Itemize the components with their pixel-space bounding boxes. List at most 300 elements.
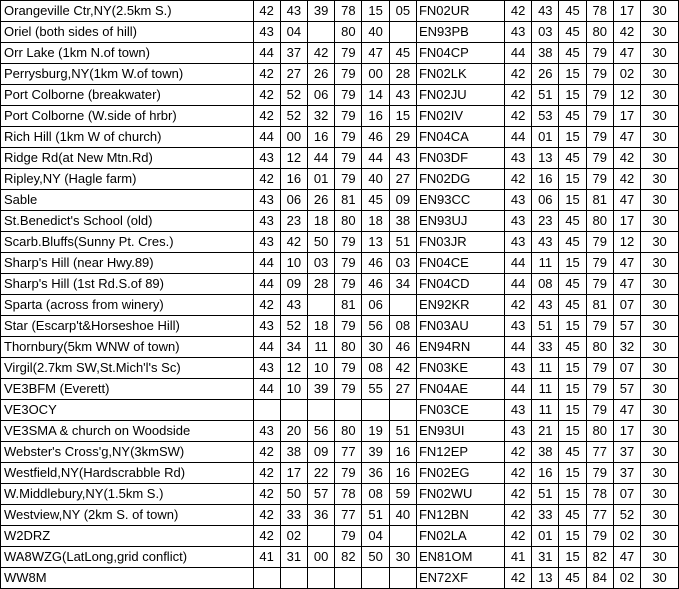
location-name-cell: W.Middlebury,NY(1.5km S.) (1, 484, 254, 505)
lat-sec-cell: 03 (308, 253, 335, 274)
lat-deg-cell: 42 (253, 106, 280, 127)
lat-min-cell: 10 (280, 379, 307, 400)
grid-lon-min-cell: 12 (613, 85, 640, 106)
lat-sec-cell: 10 (308, 358, 335, 379)
lat-min-cell: 02 (280, 526, 307, 547)
grid-lat-min-cell: 11 (532, 253, 559, 274)
lon-deg-cell: 78 (335, 484, 362, 505)
grid-lon-deg-cell: 79 (586, 106, 613, 127)
grid-lon-min-cell: 47 (613, 190, 640, 211)
location-name-cell: Orr Lake (1km N.of town) (1, 43, 254, 64)
grid-lat-sec-cell: 15 (559, 484, 586, 505)
lon-deg-cell: 82 (335, 547, 362, 568)
lon-sec-cell: 42 (389, 358, 416, 379)
grid-lat-deg-cell: 42 (504, 463, 531, 484)
grid-lon-sec-cell: 30 (641, 64, 679, 85)
lat-sec-cell: 28 (308, 274, 335, 295)
lon-deg-cell: 79 (335, 43, 362, 64)
lat-sec-cell: 36 (308, 505, 335, 526)
lon-min-cell: 44 (362, 148, 389, 169)
grid-lat-deg-cell: 42 (504, 169, 531, 190)
grid-lat-sec-cell: 45 (559, 442, 586, 463)
lon-min-cell: 30 (362, 337, 389, 358)
lat-min-cell: 52 (280, 106, 307, 127)
grid-lon-deg-cell: 77 (586, 505, 613, 526)
location-name-cell: Webster's Cross'g,NY(3kmSW) (1, 442, 254, 463)
table-row (1, 22, 679, 43)
lon-min-cell: 19 (362, 421, 389, 442)
lat-sec-cell: 26 (308, 190, 335, 211)
grid-lon-min-cell: 02 (613, 64, 640, 85)
location-name-cell: VE3OCY (1, 400, 254, 421)
table-row (1, 1, 679, 22)
grid-square-cell: FN04CE (416, 253, 504, 274)
grid-lon-deg-cell: 79 (586, 232, 613, 253)
grid-lat-deg-cell: 44 (504, 274, 531, 295)
grid-lat-min-cell: 21 (532, 421, 559, 442)
grid-lon-min-cell: 47 (613, 253, 640, 274)
table-row (1, 379, 679, 400)
lon-deg-cell: 79 (335, 106, 362, 127)
grid-lon-min-cell: 47 (613, 547, 640, 568)
grid-lat-sec-cell: 45 (559, 211, 586, 232)
grid-lat-min-cell: 01 (532, 526, 559, 547)
grid-lat-deg-cell: 42 (504, 505, 531, 526)
lat-sec-cell: 39 (308, 379, 335, 400)
lat-deg-cell: 42 (253, 484, 280, 505)
location-name-cell: Virgil(2.7km SW,St.Mich'l's Sc) (1, 358, 254, 379)
lat-min-cell: 27 (280, 64, 307, 85)
location-name-cell: Port Colborne (breakwater) (1, 85, 254, 106)
location-name-cell: Orangeville Ctr,NY(2.5km S.) (1, 1, 254, 22)
lat-min-cell: 43 (280, 295, 307, 316)
lat-min-cell: 04 (280, 22, 307, 43)
grid-lat-sec-cell: 45 (559, 505, 586, 526)
grid-lon-sec-cell: 30 (641, 547, 679, 568)
grid-lat-sec-cell: 45 (559, 337, 586, 358)
lon-min-cell: 08 (362, 484, 389, 505)
lat-min-cell: 33 (280, 505, 307, 526)
lat-min-cell: 23 (280, 211, 307, 232)
grid-lat-deg-cell: 41 (504, 547, 531, 568)
lon-min-cell: 46 (362, 274, 389, 295)
lat-deg-cell: 44 (253, 253, 280, 274)
lat-min-cell: 12 (280, 358, 307, 379)
lon-deg-cell: 79 (335, 274, 362, 295)
grid-lat-min-cell: 31 (532, 547, 559, 568)
grid-lat-min-cell: 38 (532, 43, 559, 64)
grid-lon-sec-cell: 30 (641, 316, 679, 337)
lon-deg-cell: 81 (335, 190, 362, 211)
lon-min-cell: 00 (362, 64, 389, 85)
grid-square-cell: EN93PB (416, 22, 504, 43)
lon-sec-cell (389, 22, 416, 43)
grid-square-cell: FN02LK (416, 64, 504, 85)
location-name-cell: Rich Hill (1km W of church) (1, 127, 254, 148)
lon-deg-cell: 79 (335, 169, 362, 190)
lat-sec-cell (308, 295, 335, 316)
grid-lat-min-cell: 06 (532, 190, 559, 211)
lon-min-cell: 45 (362, 190, 389, 211)
grid-lon-min-cell: 32 (613, 337, 640, 358)
grid-lat-deg-cell: 43 (504, 421, 531, 442)
grid-lat-deg-cell: 42 (504, 295, 531, 316)
lat-min-cell: 42 (280, 232, 307, 253)
grid-square-cell: FN03JR (416, 232, 504, 253)
grid-lat-deg-cell: 43 (504, 316, 531, 337)
lon-min-cell: 06 (362, 295, 389, 316)
grid-lon-sec-cell: 30 (641, 274, 679, 295)
location-name-cell: VE3SMA & church on Woodside (1, 421, 254, 442)
lon-min-cell: 16 (362, 106, 389, 127)
lon-min-cell: 46 (362, 127, 389, 148)
grid-lat-deg-cell: 43 (504, 190, 531, 211)
grid-square-cell: EN81OM (416, 547, 504, 568)
table-body (1, 1, 679, 589)
lat-sec-cell: 09 (308, 442, 335, 463)
grid-lat-min-cell: 23 (532, 211, 559, 232)
grid-lon-min-cell: 47 (613, 274, 640, 295)
grid-square-cell: FN04CD (416, 274, 504, 295)
grid-lon-min-cell: 42 (613, 22, 640, 43)
grid-lat-sec-cell: 15 (559, 253, 586, 274)
grid-lon-deg-cell: 79 (586, 85, 613, 106)
lon-min-cell: 15 (362, 1, 389, 22)
grid-lon-deg-cell: 80 (586, 337, 613, 358)
grid-square-cell: FN04AE (416, 379, 504, 400)
table-row (1, 148, 679, 169)
lat-sec-cell (308, 400, 335, 421)
lon-sec-cell (389, 526, 416, 547)
location-name-cell: Sparta (across from winery) (1, 295, 254, 316)
grid-lon-sec-cell: 30 (641, 211, 679, 232)
lon-deg-cell: 80 (335, 421, 362, 442)
grid-lon-deg-cell: 78 (586, 1, 613, 22)
grid-lon-sec-cell: 30 (641, 1, 679, 22)
lat-min-cell: 10 (280, 253, 307, 274)
grid-lat-sec-cell: 15 (559, 127, 586, 148)
grid-lat-min-cell: 08 (532, 274, 559, 295)
table-row (1, 127, 679, 148)
lon-deg-cell: 79 (335, 358, 362, 379)
grid-lon-min-cell: 17 (613, 1, 640, 22)
grid-lon-sec-cell: 30 (641, 421, 679, 442)
table-row (1, 169, 679, 190)
grid-square-cell: EN93CC (416, 190, 504, 211)
grid-square-cell: FN03DF (416, 148, 504, 169)
grid-lat-deg-cell: 44 (504, 43, 531, 64)
grid-lon-min-cell: 07 (613, 295, 640, 316)
table-row (1, 253, 679, 274)
grid-lon-min-cell: 07 (613, 484, 640, 505)
lon-min-cell (362, 400, 389, 421)
lat-min-cell: 06 (280, 190, 307, 211)
grid-lat-deg-cell: 44 (504, 253, 531, 274)
lon-deg-cell: 79 (335, 64, 362, 85)
grid-lon-sec-cell: 30 (641, 400, 679, 421)
table-row (1, 64, 679, 85)
lat-sec-cell: 00 (308, 547, 335, 568)
grid-lon-sec-cell: 30 (641, 148, 679, 169)
lat-sec-cell: 18 (308, 211, 335, 232)
location-name-cell: VE3BFM (Everett) (1, 379, 254, 400)
lat-sec-cell (308, 526, 335, 547)
lat-deg-cell: 42 (253, 169, 280, 190)
grid-lon-sec-cell: 30 (641, 358, 679, 379)
lon-sec-cell: 29 (389, 127, 416, 148)
lat-deg-cell: 42 (253, 526, 280, 547)
location-name-cell: WW8M (1, 568, 254, 589)
lat-min-cell: 31 (280, 547, 307, 568)
table-row (1, 421, 679, 442)
lon-sec-cell: 15 (389, 106, 416, 127)
grid-lon-deg-cell: 79 (586, 526, 613, 547)
lat-sec-cell: 44 (308, 148, 335, 169)
table-row (1, 211, 679, 232)
lat-min-cell: 00 (280, 127, 307, 148)
table-row (1, 106, 679, 127)
lon-sec-cell: 05 (389, 1, 416, 22)
lon-min-cell: 55 (362, 379, 389, 400)
lon-deg-cell: 79 (335, 526, 362, 547)
grid-lat-deg-cell: 42 (504, 526, 531, 547)
grid-square-cell: FN12BN (416, 505, 504, 526)
lon-sec-cell: 40 (389, 505, 416, 526)
lat-min-cell: 16 (280, 169, 307, 190)
grid-lat-sec-cell: 45 (559, 106, 586, 127)
lon-deg-cell: 79 (335, 232, 362, 253)
lat-min-cell: 52 (280, 316, 307, 337)
lat-deg-cell: 43 (253, 211, 280, 232)
grid-lon-min-cell: 47 (613, 400, 640, 421)
lat-deg-cell: 42 (253, 295, 280, 316)
grid-lon-sec-cell: 30 (641, 22, 679, 43)
location-name-cell: Oriel (both sides of hill) (1, 22, 254, 43)
lat-deg-cell: 44 (253, 379, 280, 400)
lat-min-cell: 38 (280, 442, 307, 463)
grid-lon-deg-cell: 84 (586, 568, 613, 589)
grid-lat-deg-cell: 43 (504, 148, 531, 169)
table-row (1, 295, 679, 316)
grid-lon-deg-cell: 78 (586, 484, 613, 505)
grid-lon-sec-cell: 30 (641, 190, 679, 211)
lon-deg-cell: 79 (335, 85, 362, 106)
grid-lat-min-cell: 16 (532, 169, 559, 190)
grid-lon-min-cell: 12 (613, 232, 640, 253)
grid-lat-sec-cell: 15 (559, 526, 586, 547)
grid-square-cell: FN03CE (416, 400, 504, 421)
lon-sec-cell: 16 (389, 442, 416, 463)
lat-deg-cell (253, 400, 280, 421)
lon-sec-cell: 46 (389, 337, 416, 358)
lat-deg-cell: 44 (253, 43, 280, 64)
lon-deg-cell: 79 (335, 379, 362, 400)
lat-deg-cell: 42 (253, 505, 280, 526)
lon-sec-cell: 03 (389, 253, 416, 274)
table-row (1, 400, 679, 421)
grid-lat-deg-cell: 43 (504, 358, 531, 379)
lon-deg-cell (335, 568, 362, 589)
grid-lon-deg-cell: 80 (586, 22, 613, 43)
table-row (1, 232, 679, 253)
location-name-cell: Sharp's Hill (1st Rd.S.of 89) (1, 274, 254, 295)
grid-lat-sec-cell: 45 (559, 22, 586, 43)
lon-min-cell: 40 (362, 169, 389, 190)
grid-lat-min-cell: 01 (532, 127, 559, 148)
grid-lon-sec-cell: 30 (641, 379, 679, 400)
grid-lat-min-cell: 43 (532, 1, 559, 22)
lon-min-cell: 50 (362, 547, 389, 568)
lon-sec-cell: 09 (389, 190, 416, 211)
grid-lon-deg-cell: 79 (586, 169, 613, 190)
grid-lat-min-cell: 13 (532, 148, 559, 169)
grid-lon-sec-cell: 30 (641, 505, 679, 526)
grid-lat-deg-cell: 42 (504, 568, 531, 589)
lat-sec-cell: 39 (308, 1, 335, 22)
grid-lat-sec-cell: 15 (559, 547, 586, 568)
location-name-cell: Westview,NY (2km S. of town) (1, 505, 254, 526)
grid-lon-deg-cell: 79 (586, 64, 613, 85)
grid-square-cell: EN93UI (416, 421, 504, 442)
grid-lat-deg-cell: 44 (504, 379, 531, 400)
grid-lon-deg-cell: 79 (586, 127, 613, 148)
table-row (1, 190, 679, 211)
table-row (1, 484, 679, 505)
lat-min-cell: 43 (280, 1, 307, 22)
lat-sec-cell: 42 (308, 43, 335, 64)
grid-square-cell: EN92KR (416, 295, 504, 316)
grid-lat-min-cell: 03 (532, 22, 559, 43)
grid-square-cell: FN03KE (416, 358, 504, 379)
grid-lat-sec-cell: 15 (559, 169, 586, 190)
grid-square-cell: FN04CP (416, 43, 504, 64)
lon-sec-cell: 27 (389, 169, 416, 190)
lat-sec-cell (308, 22, 335, 43)
grid-lon-min-cell: 57 (613, 379, 640, 400)
grid-lon-sec-cell: 30 (641, 484, 679, 505)
grid-lon-min-cell: 52 (613, 505, 640, 526)
lat-sec-cell: 16 (308, 127, 335, 148)
grid-lat-sec-cell: 15 (559, 190, 586, 211)
grid-lon-deg-cell: 79 (586, 463, 613, 484)
grid-square-cell: FN02EG (416, 463, 504, 484)
table-row (1, 274, 679, 295)
grid-lat-min-cell: 38 (532, 442, 559, 463)
lat-deg-cell: 43 (253, 421, 280, 442)
grid-lat-deg-cell: 43 (504, 22, 531, 43)
grid-lat-deg-cell: 43 (504, 400, 531, 421)
lat-deg-cell: 42 (253, 85, 280, 106)
grid-lon-deg-cell: 79 (586, 400, 613, 421)
grid-lon-sec-cell: 30 (641, 43, 679, 64)
location-name-cell: WA8WZG(LatLong,grid conflict) (1, 547, 254, 568)
grid-lon-min-cell: 02 (613, 526, 640, 547)
grid-lat-deg-cell: 42 (504, 1, 531, 22)
table-row (1, 43, 679, 64)
grid-lat-sec-cell: 45 (559, 568, 586, 589)
grid-lat-deg-cell: 42 (504, 106, 531, 127)
grid-lon-min-cell: 17 (613, 211, 640, 232)
grid-lon-deg-cell: 82 (586, 547, 613, 568)
lat-sec-cell: 57 (308, 484, 335, 505)
grid-lat-deg-cell: 42 (504, 64, 531, 85)
grid-lon-min-cell: 17 (613, 421, 640, 442)
grid-lat-sec-cell: 15 (559, 85, 586, 106)
lon-deg-cell: 77 (335, 442, 362, 463)
lon-min-cell: 46 (362, 253, 389, 274)
grid-lon-min-cell: 47 (613, 43, 640, 64)
lon-deg-cell: 80 (335, 337, 362, 358)
grid-lon-deg-cell: 80 (586, 211, 613, 232)
lat-sec-cell: 06 (308, 85, 335, 106)
lat-deg-cell (253, 568, 280, 589)
grid-square-cell: FN03AU (416, 316, 504, 337)
grid-square-cell: FN02UR (416, 1, 504, 22)
grid-lon-deg-cell: 79 (586, 274, 613, 295)
lon-sec-cell: 45 (389, 43, 416, 64)
grid-lon-deg-cell: 79 (586, 43, 613, 64)
grid-lon-sec-cell: 30 (641, 253, 679, 274)
lat-min-cell: 50 (280, 484, 307, 505)
grid-lon-sec-cell: 30 (641, 526, 679, 547)
grid-lat-sec-cell: 15 (559, 64, 586, 85)
grid-lat-sec-cell: 15 (559, 421, 586, 442)
grid-lat-deg-cell: 42 (504, 442, 531, 463)
lon-min-cell: 13 (362, 232, 389, 253)
lon-sec-cell: 08 (389, 316, 416, 337)
grid-square-cell: EN94RN (416, 337, 504, 358)
grid-lat-min-cell: 51 (532, 85, 559, 106)
lon-deg-cell: 77 (335, 505, 362, 526)
lat-min-cell: 20 (280, 421, 307, 442)
grid-square-cell: FN04CA (416, 127, 504, 148)
table-row (1, 316, 679, 337)
lat-deg-cell: 43 (253, 22, 280, 43)
grid-lat-sec-cell: 15 (559, 379, 586, 400)
lon-deg-cell: 80 (335, 211, 362, 232)
lon-deg-cell: 79 (335, 127, 362, 148)
grid-lon-min-cell: 02 (613, 568, 640, 589)
grid-lat-deg-cell: 44 (504, 337, 531, 358)
location-name-cell: Scarb.Bluffs(Sunny Pt. Cres.) (1, 232, 254, 253)
grid-lat-deg-cell: 43 (504, 232, 531, 253)
lon-deg-cell: 78 (335, 1, 362, 22)
location-name-cell: Thornbury(5km WNW of town) (1, 337, 254, 358)
grid-lat-sec-cell: 15 (559, 358, 586, 379)
grid-lat-sec-cell: 45 (559, 274, 586, 295)
grid-square-cell: FN02WU (416, 484, 504, 505)
grid-lat-deg-cell: 42 (504, 85, 531, 106)
grid-lon-sec-cell: 30 (641, 106, 679, 127)
grid-lon-min-cell: 42 (613, 169, 640, 190)
table-row (1, 358, 679, 379)
lon-min-cell: 14 (362, 85, 389, 106)
grid-lat-sec-cell: 15 (559, 400, 586, 421)
grid-lon-min-cell: 42 (613, 148, 640, 169)
lon-sec-cell: 43 (389, 85, 416, 106)
lat-min-cell: 17 (280, 463, 307, 484)
lat-deg-cell: 43 (253, 316, 280, 337)
lon-deg-cell: 79 (335, 316, 362, 337)
grid-lat-min-cell: 13 (532, 568, 559, 589)
lon-sec-cell (389, 400, 416, 421)
grid-lat-sec-cell: 45 (559, 295, 586, 316)
table-row (1, 568, 679, 589)
lat-deg-cell: 43 (253, 358, 280, 379)
grid-lon-min-cell: 37 (613, 442, 640, 463)
lon-min-cell: 39 (362, 442, 389, 463)
grid-square-cell: FN02DG (416, 169, 504, 190)
